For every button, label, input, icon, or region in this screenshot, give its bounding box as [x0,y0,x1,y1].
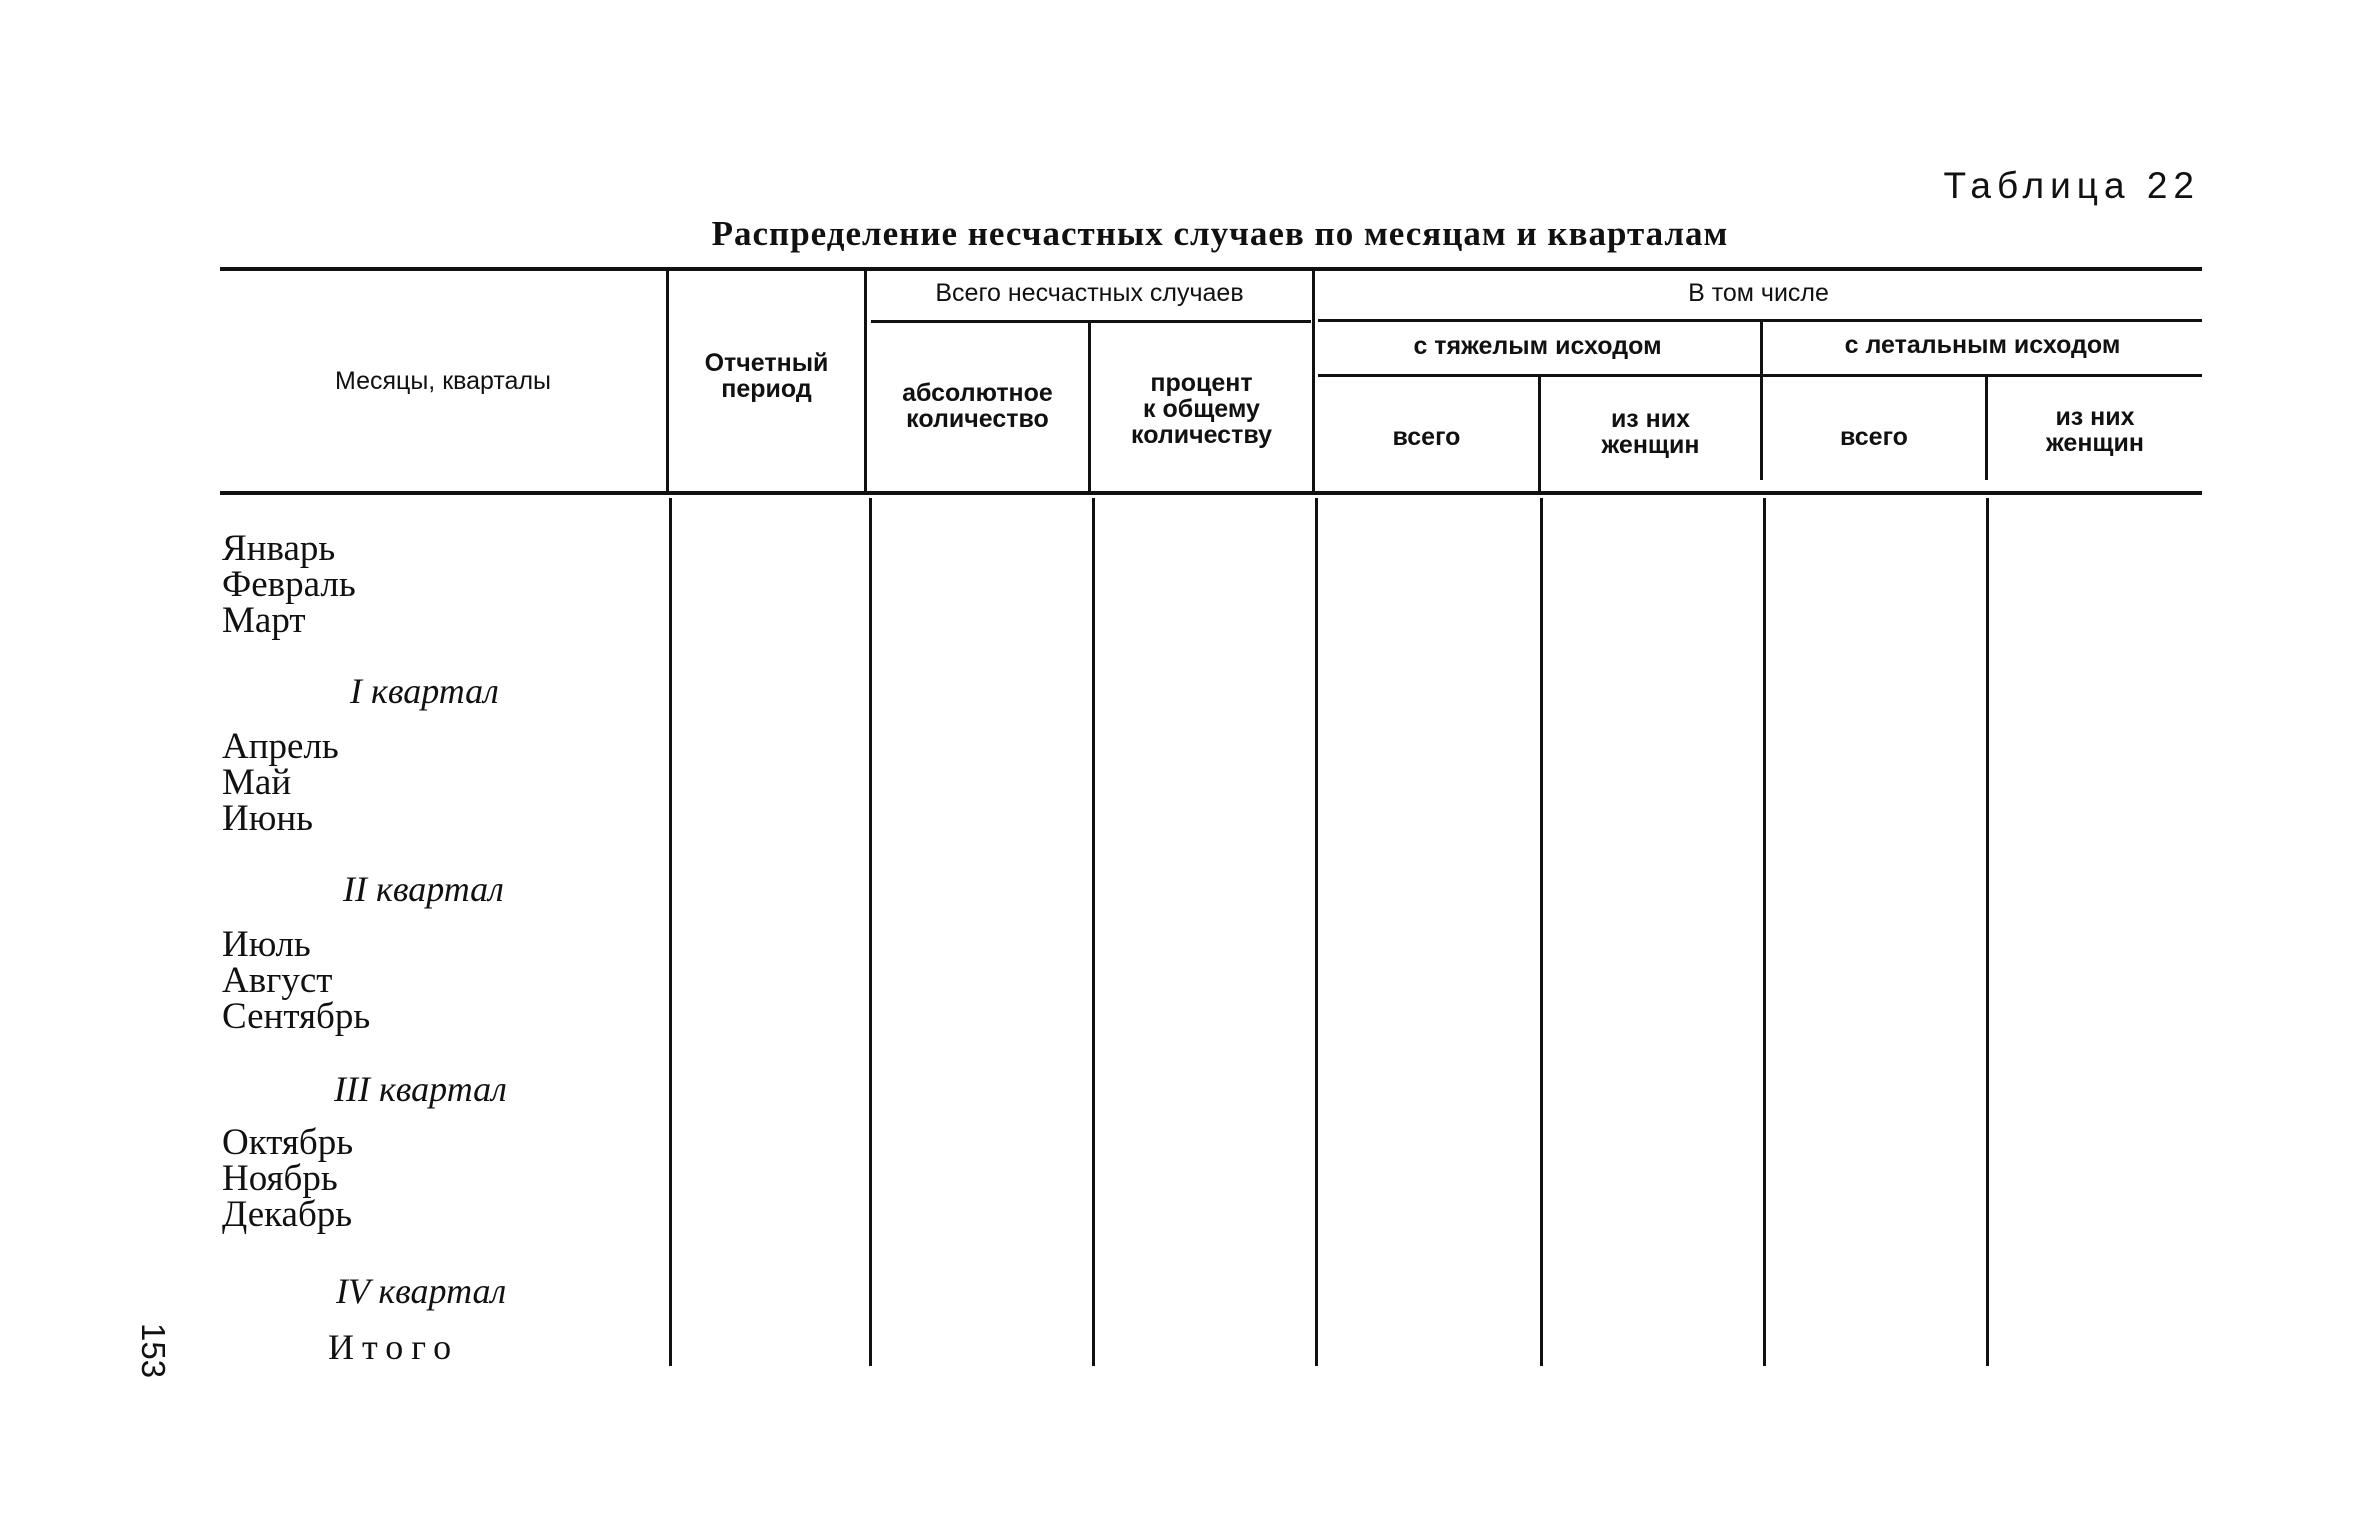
header-period-line: Отчетный [704,349,829,377]
row-month: Март [222,600,306,641]
header-percent-line: процент [1150,369,1253,397]
header-women-line: из них [2055,403,2135,431]
row-month: Июль [222,924,311,965]
table-title: Распределение несчастных случаев по месяцам и кварталам [711,214,1729,253]
row-quarter: I квартал [350,671,499,711]
header-fatal-group: с летальным исходом [1844,331,2121,359]
header-total-group: Всего несчастных случаев [935,279,1244,307]
total-group-rule [871,320,1311,323]
header-severe-all: всего [1392,423,1461,451]
row-total: Итого [328,1327,460,1367]
table-number: Таблица 22 [1943,165,2200,206]
row-month: Июнь [222,798,314,839]
row-month: Сентябрь [222,996,371,1037]
header-absolute [867,380,1088,432]
table-top-rule [220,267,2202,271]
row-month: Октябрь [222,1122,354,1163]
header-period-line: период [721,375,812,403]
header-fatal-women [1988,404,2202,456]
header-percent-line: к общему [1143,395,1260,423]
row-month: Январь [222,528,336,569]
header-women-line: из них [1610,405,1691,433]
row-month: Май [222,762,292,803]
row-month: Ноябрь [222,1158,338,1199]
row-quarter: III квартал [334,1069,507,1109]
body-divider [1315,498,1318,1366]
row-month: Апрель [222,726,339,767]
header-bottom-rule [220,491,2202,495]
row-quarter: II квартал [343,869,504,909]
body-divider [669,498,672,1366]
header-severe-women [1541,406,1760,458]
header-women-line: женщин [1601,431,1700,459]
header-absolute-line: абсолютное [902,379,1053,407]
body-divider [1986,498,1989,1366]
body-divider [1092,498,1095,1366]
body-divider [869,498,872,1366]
page-number: 153 [135,1323,172,1379]
header-women-line: женщин [2046,429,2144,457]
header-months-quarters: Месяцы, кварталы [334,367,552,395]
row-month: Декабрь [222,1194,353,1235]
header-absolute-line: количество [906,405,1049,433]
row-quarter: IV квартал [336,1271,507,1311]
row-month: Февраль [222,564,356,605]
header-period [669,350,864,402]
header-percent [1091,370,1312,448]
body-divider [1763,498,1766,1366]
header-including-group: В том числе [1688,279,1829,307]
header-fatal-all: всего [1840,423,1908,451]
body-divider [1540,498,1543,1366]
header-severe-group: с тяжелым исходом [1413,332,1662,360]
row-month: Август [222,960,333,1001]
header-percent-line: количеству [1131,421,1272,449]
